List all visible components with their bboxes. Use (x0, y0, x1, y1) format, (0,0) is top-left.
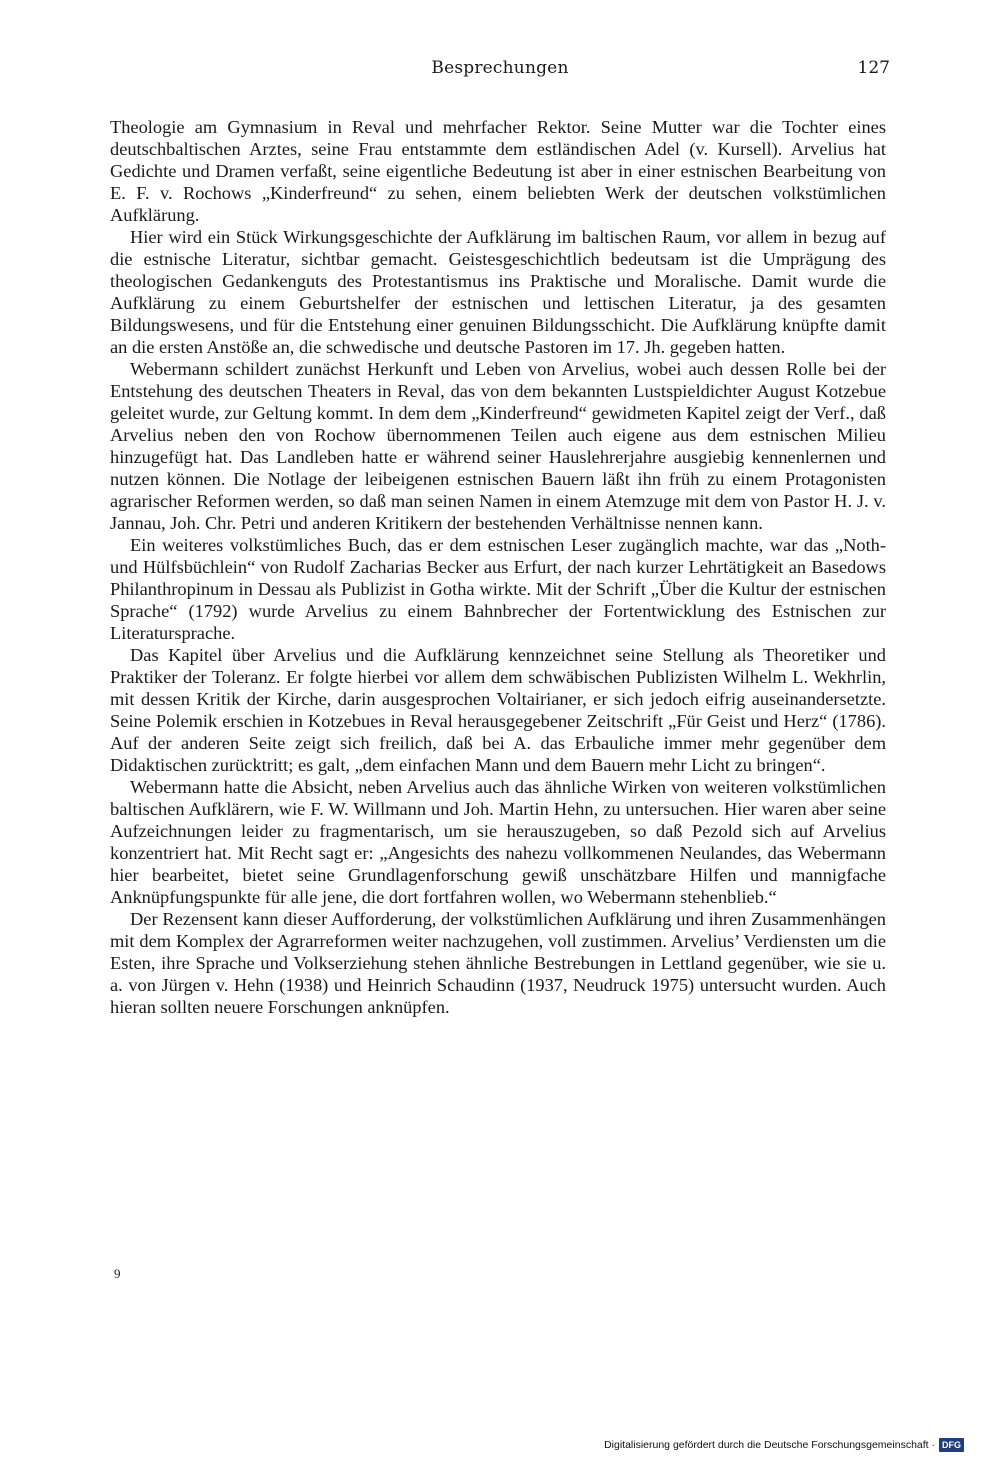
dfg-logo-icon: DFG (939, 1438, 964, 1452)
paragraph-7: Der Rezensent kann dieser Aufforderung, der volkstümlichen Aufklärung und ihren Zusammenhängen mit dem Komplex der Agrarreformen weiter nachzugehen, voll zustimmen. Arvelius’ Verdiensten um die Esten, ihre Sprache und Volkserziehung stehen ähnliche Bestrebungen in Lettland gegenüber, wie sie u. a. von Jürgen v. Hehn (1938) und Heinrich Schaudinn (1937, Neudruck 1975) untersucht wurden. Auch hieran sollten neuere Forschungen anknüpfen. (110, 909, 886, 1017)
body-text (110, 116, 886, 1018)
paragraph-2: Hier wird ein Stück Wirkungsgeschichte der Aufklärung im baltischen Raum, vor allem in bezug auf die estnische Literatur, sichtbar gemacht. Geistesgeschichtlich bedeutsam ist die Umprägung des theologischen Gedankenguts des Protestantismus ins Praktische und Moralische. Damit wurde die Aufklärung zu einem Geburtshelfer der estnischen und lettischen Literatur, ja des gesamten Bildungswesens, und für die Entstehung einer genuinen Bildungsschicht. Die Aufklärung knüpfte damit an die ersten Anstöße an, die schwedische und deutsche Pastoren im 17. Jh. gegeben hatten. (110, 227, 886, 357)
paragraph-5: Das Kapitel über Arvelius und die Aufklärung kennzeichnet seine Stellung als Theoretiker und Praktiker der Toleranz. Er folgte hierbei vor allem dem schwäbischen Publizisten Wilhelm L. Wekhrlin, mit dessen Kritik der Kirche, darin ausgesprochen Voltairianer, er sich jedoch eifrig auseinandersetzte. Seine Polemik erschien in Kotzebues in Reval herausgegebener Zeitschrift „Für Geist und Herz“ (1786). Auf der anderen Seite zeigt sich freilich, daß bei A. das Erbauliche immer mehr gegenüber dem Didaktischen zurücktritt; es galt, „dem einfachen Mann und dem Bauern mehr Licht zu bringen“. (110, 645, 886, 775)
running-header (110, 58, 890, 88)
paragraph-4: Ein weiteres volkstümliches Buch, das er dem estnischen Leser zugänglich machte, war das „Noth-und Hülfsbüchlein“ von Rudolf Zacharias Becker aus Erfurt, der nach kurzer Lehrtätigkeit an Basedows Philanthropinum in Dessau als Publizist in Gotha wirkte. Mit der Schrift „Über die Kultur der estnischen Sprache“ (1792) wurde Arvelius zu einem Bahnbrecher der Fortentwicklung des Estnischen zur Literatursprache. (110, 535, 886, 643)
paragraph-3: Webermann schildert zunächst Herkunft und Leben von Arvelius, wobei auch dessen Rolle bei der Entstehung des deutschen Theaters in Reval, das von dem bekannten Lustspieldichter August Kotzebue geleitet wurde, zur Geltung kommt. In dem dem „Kinderfreund“ gewidmeten Kapitel zeigt der Verf., daß Arvelius neben den von Rochow übernommenen Teilen auch eigene aus dem estnischen Milieu hinzugefügt hat. Das Landleben hatte er während seiner Hauslehrerjahre ausgiebig kennenlernen und nutzen können. Die Notlage der leibeigenen estnischen Bauern läßt ihn früh zu einem Protagonisten agrarischer Reformen werden, so daß man seinen Namen in einem Atemzuge mit dem von Pastor H. J. v. Jannau, Joh. Chr. Petri und anderen Kritikern der bestehenden Verhältnisse nennen kann. (110, 359, 886, 533)
paragraph-1: Theologie am Gymnasium in Reval und mehrfacher Rektor. Seine Mutter war die Tochter eines deutschbaltischen Arztes, seine Frau entstammte dem estländischen Adel (v. Kursell). Arvelius hat Gedichte und Dramen verfaßt, seine eigentliche Bedeutung ist aber in einer estnischen Bearbeitung von E. F. v. Rochows „Kinderfreund“ zu sehen, einem beliebten Werk der deutschen volkstümlichen Aufklärung. (110, 117, 886, 225)
digitization-footer (604, 1438, 964, 1452)
paragraph-6: Webermann hatte die Absicht, neben Arvelius auch das ähnliche Wirken von weiteren volkstümlichen baltischen Aufklärern, wie F. W. Willmann und Joh. Martin Hehn, zu untersuchen. Hier waren aber seine Aufzeichnungen leider zu fragmentarisch, um sie herauszugeben, so daß Pezold sich auf Arvelius konzentriert hat. Mit Recht sagt er: „Angesichts des nahezu vollkommenen Neulandes, das Webermann hier bearbeitet, bietet seine Grundlagenforschung gewiß unschätzbare Hilfen und mannigfache Anknüpfungspunkte für alle jene, die dort fortfahren wollen, wo Webermann stehenblieb.“ (110, 777, 886, 907)
footer-text: Digitalisierung gefördert durch die Deutsche Forschungsgemeinschaft · (604, 1439, 935, 1451)
signature-mark: 9 (114, 1266, 121, 1281)
running-title: Besprechungen (431, 58, 569, 78)
page-number: 127 (857, 58, 890, 78)
